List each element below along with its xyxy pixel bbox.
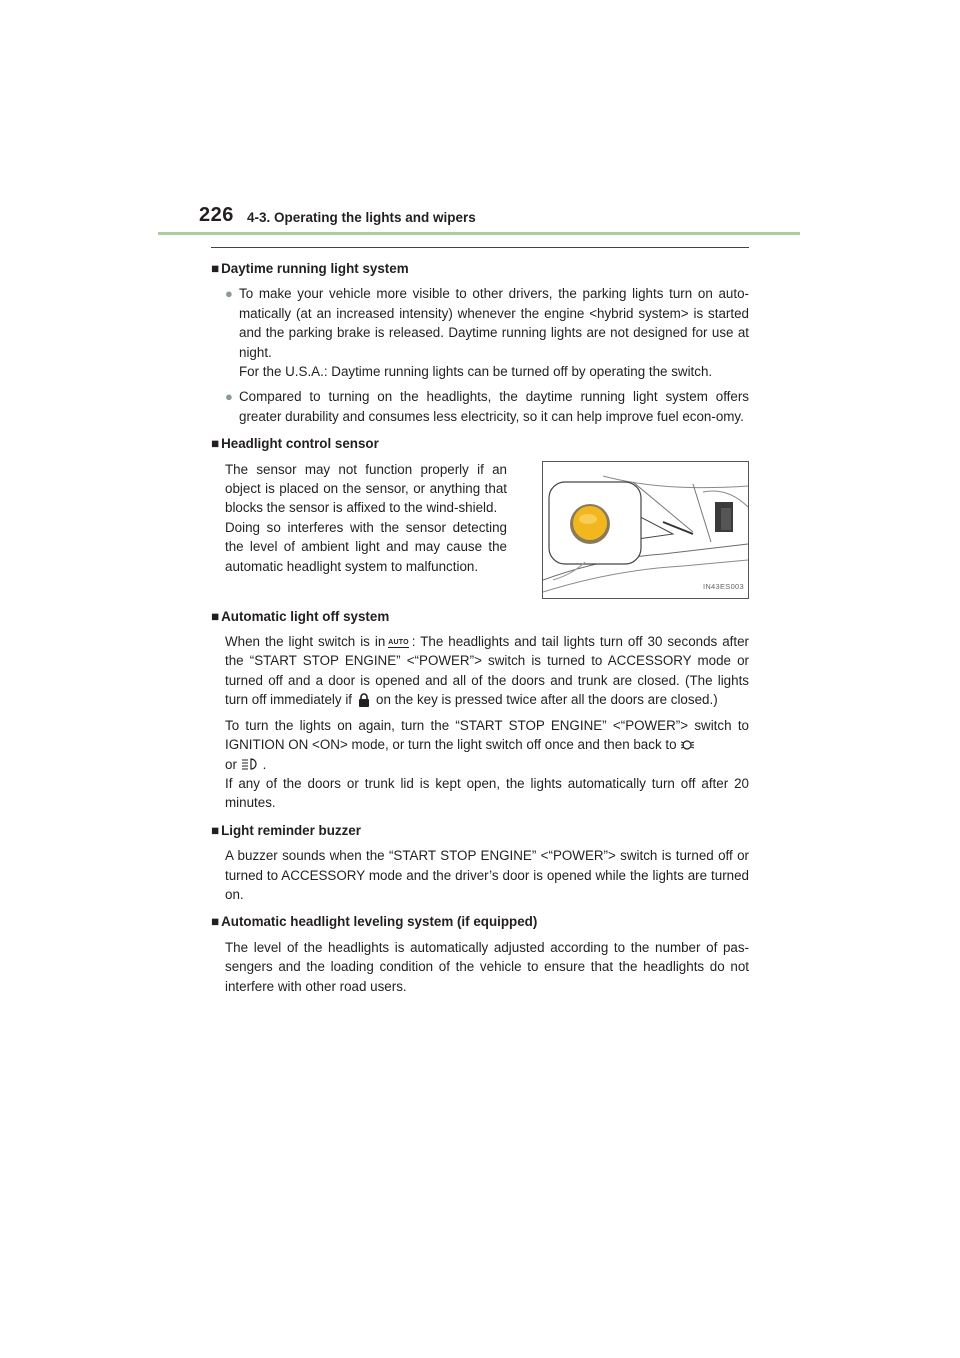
sensor-description <box>225 460 507 599</box>
section-heading: ■ Automatic headlight leveling system (if equipped) <box>211 914 538 930</box>
section-headlight-leveling <box>211 912 749 996</box>
section-headlight-sensor <box>211 434 749 598</box>
section-automatic-light-off <box>211 607 749 813</box>
bullet-text: To make your vehicle more visible to other drivers, the parking lights turn on auto-matically (at an increased intensity) whenever the engine <hybrid system> is started and the parking brake is released. Daytime running lights are not designed for use at night. <box>239 286 749 360</box>
sensor-text-1: The sensor may not function properly if an object is placed on the sensor, or anything that blocks the sensor is affixed to the wind-shield. <box>225 461 507 516</box>
sensor-illustration <box>542 461 749 599</box>
section-light-reminder-buzzer <box>211 821 749 905</box>
bullet-item <box>211 387 749 426</box>
lock-icon <box>358 693 370 707</box>
section-heading: ■ Automatic light off system <box>211 608 390 624</box>
page-number: 226 <box>199 204 234 226</box>
page-content <box>211 259 749 1004</box>
section-heading: ■ Daytime running light system <box>211 261 409 276</box>
bullet-item <box>211 284 749 381</box>
headlight-icon <box>241 757 263 771</box>
page-header <box>0 0 960 240</box>
section-daytime-running-lights <box>211 259 749 426</box>
auto-off-paragraph-3: If any of the doors or trunk lid is kept open, the lights automatically turn off after 20 minutes. <box>225 775 749 811</box>
parking-lights-icon <box>680 739 702 751</box>
section-title: 4-3. Operating the lights and wipers <box>247 210 476 225</box>
content-rule <box>211 247 749 248</box>
section-heading: ■ Headlight control sensor <box>211 436 379 452</box>
leveling-text: The level of the headlights is automatically adjusted according to the number of pas-sengers and the loading condition of the vehicle to ensure that the headlights do not interfere with other road users. <box>225 939 749 994</box>
auto-off-paragraph-1: When the light switch is in AUTO : The headlights and tail lights turn off 30 seconds after the “START STOP ENGINE” <“POWER”> switch is turned to ACCESSORY mode or turned off and a door is opened and all of the doors and trunk are closed. (The lights turn off immediately if on the key is pressed twice after all the doors are closed.) <box>225 634 749 708</box>
bullet-text: Compared to turning on the headlights, the daytime running light system offers greater durability and consumes less electricity, so it can help improve fuel econ-omy. <box>239 389 749 424</box>
bullet-icon: ● <box>225 286 233 302</box>
buzzer-text: A buzzer sounds when the “START STOP ENGINE” <“POWER”> switch is turned off or turned to ACCESSORY mode and the driver’s door is opened while the lights are turned on. <box>225 848 749 902</box>
bullet-note: For the U.S.A.: Daytime running lights can be turned off by operating the switch. <box>239 364 713 380</box>
section-heading: ■ Light reminder buzzer <box>211 822 361 838</box>
header-rule <box>158 232 800 235</box>
figure-code: IN43ES003 <box>702 582 744 592</box>
bullet-icon: ● <box>225 389 233 405</box>
sensor-text-2: Doing so interferes with the sensor detecting the level of ambient light and may cause the automatic headlight system to malfunction. <box>225 519 507 574</box>
auto-off-paragraph-2: To turn the lights on again, turn the “START STOP ENGINE” <“POWER”> switch to IGNITION ON <ON> mode, or turn the light switch off once and then back to or . If any of the doors or trunk lid is kept open, the lights automatically turn off after 20 minutes. <box>211 716 749 813</box>
auto-switch-icon: AUTO <box>388 639 409 647</box>
